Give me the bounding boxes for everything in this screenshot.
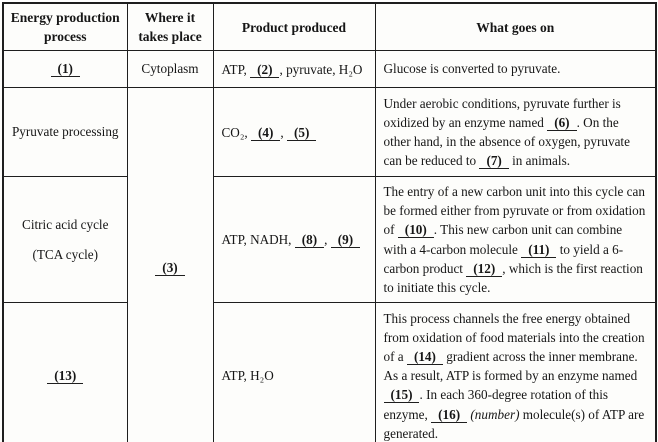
answer-blank-13: (13) [47, 368, 83, 384]
cell-product-2 [213, 88, 375, 177]
text-run: , pyruvate, H₂O [279, 61, 363, 77]
answer-blank-11: (11) [521, 242, 556, 258]
answer-blank-9: (9) [331, 232, 360, 248]
text-run: . On the other hand, in the absence of oxygen, pyruvate can be reduced to [383, 114, 630, 169]
text-run: ATP, [221, 61, 251, 77]
text-run: (number) [470, 406, 520, 422]
cell-what-3 [375, 177, 656, 303]
text-run: ATP, NADH, [221, 232, 295, 247]
answer-blank-12: (12) [466, 261, 502, 277]
cell-place-cytoplasm: Cytoplasm [127, 51, 213, 88]
answer-blank-5: (5) [287, 125, 316, 141]
cell-process-4 [3, 303, 127, 442]
answer-blank-8: (8) [295, 232, 324, 248]
answer-blank-15: (15) [384, 387, 420, 403]
table-row-glycolysis [3, 51, 656, 88]
text-run: . In each 360-degree rotation of this enzyme, [383, 387, 609, 422]
cell-process-2 [3, 88, 127, 177]
text-run: The entry of a new carbon unit into this cycle can be formed either from pyruvate or from oxidation of [383, 183, 646, 238]
text-run: CO₂, [221, 124, 252, 140]
text-run: , [324, 232, 331, 247]
cell-product-1 [213, 51, 375, 88]
cell-product-3 [213, 177, 375, 303]
text-run: ATP, H₂O [221, 368, 274, 384]
answer-blank-4: (4) [251, 125, 280, 141]
header-what-goes-on: What goes on [375, 3, 656, 51]
answer-blank-10: (10) [398, 222, 434, 238]
answer-blank-16: (16) [431, 407, 467, 423]
header-where-it-takes-place: Where it takes place [127, 3, 213, 51]
text-run: , which is the first reaction to initiate this cycle. [383, 260, 643, 295]
header-row [3, 3, 656, 51]
cell-what-4 [375, 303, 656, 442]
cell-place-merged [127, 88, 213, 442]
answer-blank-1: (1) [51, 61, 80, 77]
text-run: Glucose is converted to pyruvate. [383, 61, 561, 77]
text-run: Citric acid cycle [22, 216, 109, 232]
cell-product-4 [213, 303, 375, 442]
answer-blank-14: (14) [407, 349, 443, 365]
text-run: gradient across the inner membrane. As a result, ATP is formed by an enzyme named [383, 348, 638, 384]
text-run: Under aerobic conditions, pyruvate further is oxidized by an enzyme named [383, 95, 621, 130]
cell-what-2 [375, 88, 656, 177]
table-row-citric-acid-cycle [3, 177, 656, 303]
cell-what-1 [375, 51, 656, 88]
text-run: This process channels the free energy obtained from oxidation of food materials into the creation of a [383, 310, 645, 364]
text-run: Pyruvate processing [11, 124, 119, 139]
header-energy-production-process: Energy production process [3, 3, 127, 51]
text-run: , [280, 124, 287, 140]
answer-blank-3: (3) [155, 260, 184, 276]
table-row-pyruvate-processing [3, 88, 656, 177]
text-run: to yield a 6-carbon product [383, 241, 624, 276]
text-run: in animals. [508, 153, 570, 169]
answer-blank-2: (2) [250, 62, 279, 78]
energy-production-table [2, 2, 657, 442]
text-run: . This new carbon unit can combine with a 4-carbon molecule [383, 222, 623, 257]
text-run: molecule(s) of ATP are generated. [383, 406, 645, 441]
table-row-oxidative-phosphorylation [3, 303, 656, 442]
answer-blank-6: (6) [547, 115, 576, 131]
text-run: (TCA cycle) [32, 246, 99, 262]
scanned-worksheet-page [0, 2, 658, 442]
header-product-produced: Product produced [213, 3, 375, 51]
cell-process-1 [3, 51, 127, 88]
cell-process-3 [3, 177, 127, 303]
answer-blank-7: (7) [479, 153, 508, 169]
